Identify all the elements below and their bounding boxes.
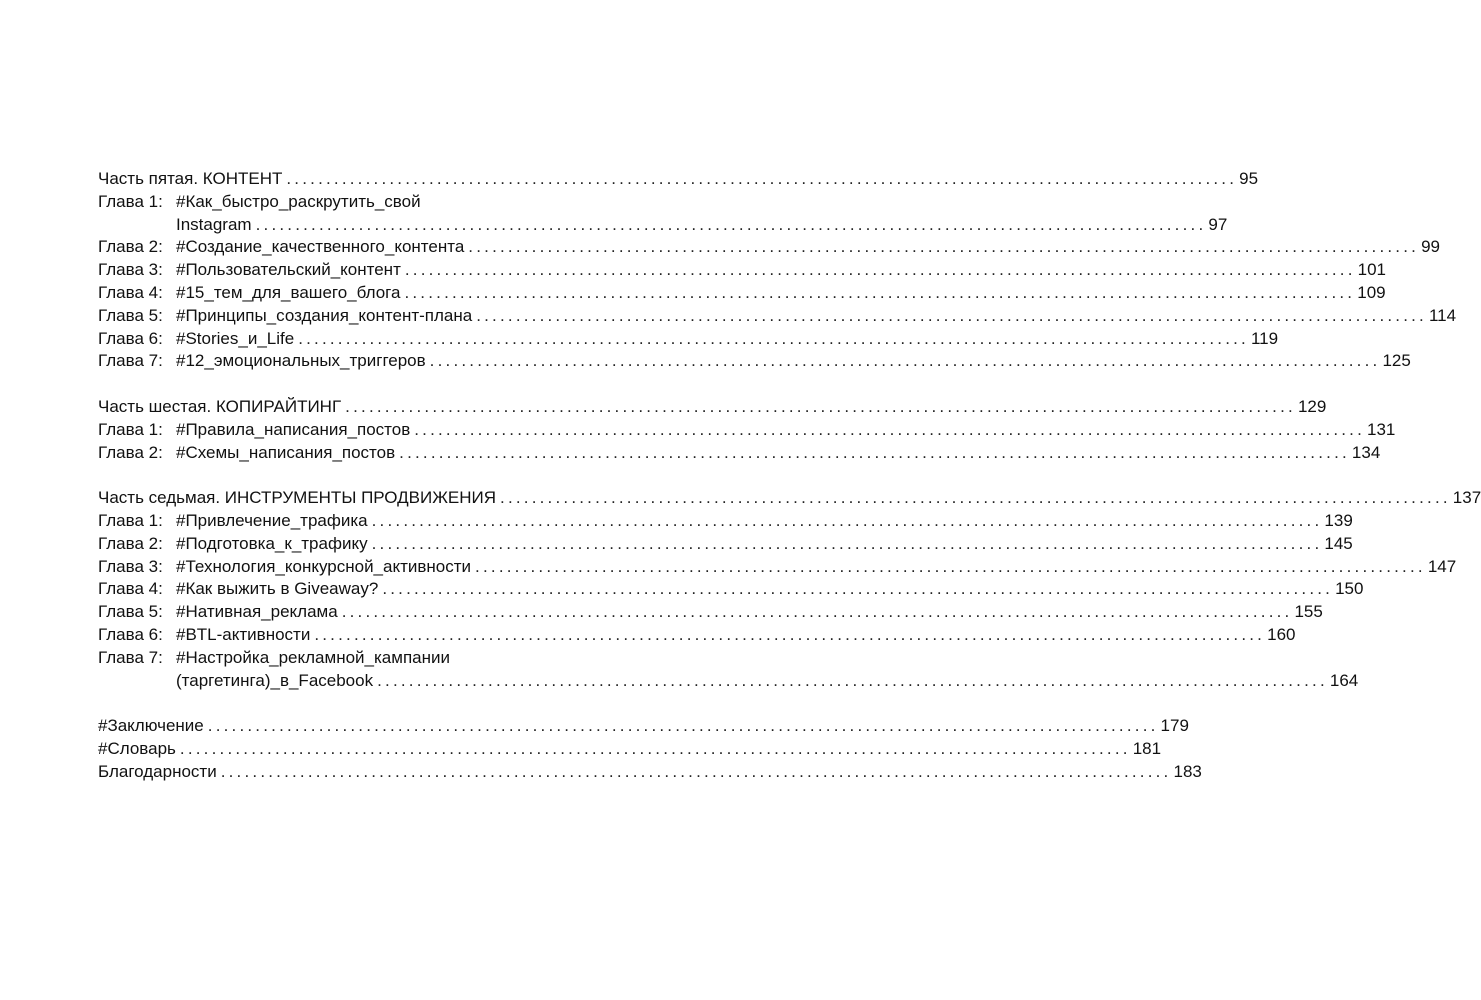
dot-leader: ........................................................................................................................ [377,670,1328,690]
table-of-contents [98,168,1481,784]
chapter-prefix: Глава 6: [98,328,163,348]
toc-chapter-entry [98,556,1457,579]
toc-section-back-matter [98,715,1202,783]
page-number: 137 [1452,488,1481,508]
toc-chapter-entry [98,601,1323,624]
toc-chapter-entry [98,510,1353,533]
chapter-prefix: Глава 7: [98,351,163,371]
page-number: 95 [1239,169,1259,188]
dot-leader: ........................................................................................................................ [345,396,1296,416]
chapter-prefix: Глава 4: [98,282,163,302]
toc-chapter-entry [98,328,1279,351]
page-number: 147 [1427,556,1457,576]
chapter-prefix: Глава 3: [98,260,163,280]
page-number: 181 [1132,738,1162,758]
chapter-title-continuation: Instagram [176,214,252,234]
chapter-title: #Как выжить в Giveaway? [176,579,379,599]
toc-chapter-entry [98,282,1386,305]
dot-leader: ........................................................................................................................ [255,214,1207,234]
page-number: 155 [1294,602,1323,622]
dot-leader: ........................................................................................................................ [220,761,1172,781]
toc-back-matter-entry [98,761,1202,784]
page-number: 131 [1367,419,1396,439]
chapter-title: #Принципы_создания_контент-плана [176,305,473,325]
chapter-title: #Создание_качественного_контента [176,237,465,257]
dot-leader: ........................................................................................................................ [404,282,1356,302]
page-number: 160 [1267,624,1296,644]
dot-leader: ........................................................................................................................ [286,169,1238,188]
entry-title: Благодарности [98,761,217,781]
dot-leader: ........................................................................................................................ [475,556,1426,576]
page-number: 109 [1357,282,1386,302]
dot-leader: ........................................................................................................................ [371,510,1323,530]
dot-leader: ........................................................................................................................ [404,260,1356,280]
page-number: 114 [1428,305,1457,325]
page-number: 183 [1173,761,1202,781]
part-title: Часть пятая. КОНТЕНТ [98,169,283,188]
toc-back-matter-entry [98,738,1162,761]
chapter-prefix: Глава 2: [98,533,163,553]
toc-chapter-entry [98,259,1387,282]
toc-part-entry [98,168,1259,191]
chapter-prefix: Глава 3: [98,556,163,576]
chapter-prefix: Глава 2: [98,442,163,462]
entry-title: #Заключение [98,716,204,736]
page-number: 99 [1421,237,1440,257]
page-number: 97 [1208,214,1228,234]
toc-chapter-entry [98,350,1411,373]
page-number: 164 [1329,670,1359,690]
toc-part-entry [98,396,1327,419]
chapter-title: #Нативная_реклама [176,602,338,622]
dot-leader: ........................................................................................................................ [414,419,1366,439]
dot-leader: ........................................................................................................................ [179,738,1131,758]
toc-chapter-entry [98,647,579,670]
chapter-title: #Схемы_написания_постов [176,442,396,462]
dot-leader: ........................................................................................................................ [476,305,1427,325]
toc-back-matter-entry [98,715,1189,738]
toc-chapter-entry [98,191,579,214]
dot-leader: ........................................................................................................................ [382,579,1334,599]
toc-chapter-entry [98,305,1457,328]
part-title: Часть седьмая. ИНСТРУМЕНТЫ ПРОДВИЖЕНИЯ [98,488,497,508]
toc-section-part-seven [98,487,1481,692]
page-number: 101 [1357,260,1387,280]
chapter-title: #Технология_конкурсной_активности [176,556,472,576]
toc-part-entry [98,487,1481,510]
toc-chapter-entry [98,442,1381,465]
toc-chapter-entry [98,624,1296,647]
dot-leader: ........................................................................................................................ [371,533,1323,553]
dot-leader: ........................................................................................................................ [468,237,1420,257]
chapter-title-continuation: (таргетинга)_в_Facebook [176,670,374,690]
dot-leader: ........................................................................................................................ [429,351,1381,371]
dot-leader: ........................................................................................................................ [298,328,1249,348]
chapter-prefix: Глава 4: [98,579,163,599]
toc-section-part-five [98,168,1457,373]
page-number: 145 [1324,533,1353,553]
page-number: 150 [1335,579,1364,599]
chapter-title: #Привлечение_трафика [176,510,368,530]
toc-chapter-entry [98,236,1440,259]
page-number: 129 [1297,396,1327,416]
toc-section-part-six [98,396,1396,464]
page-number: 134 [1351,442,1381,462]
toc-chapter-entry [98,578,1364,601]
chapter-title: #Stories_и_Life [176,328,295,348]
chapter-prefix: Глава 1: [98,191,163,211]
dot-leader: ........................................................................................................................ [207,716,1159,736]
page-number: 125 [1382,351,1411,371]
entry-title: #Словарь [98,738,176,758]
chapter-prefix: Глава 5: [98,305,163,325]
toc-chapter-entry [98,419,1396,442]
page-number: 179 [1160,716,1189,736]
chapter-title: #Настройка_рекламной_кампании [176,647,450,667]
page-number: 139 [1324,510,1353,530]
chapter-title: #12_эмоциональных_триггеров [176,351,426,371]
chapter-prefix: Глава 7: [98,647,163,667]
chapter-title: #15_тем_для_вашего_блога [176,282,401,302]
toc-chapter-continuation [98,214,1228,237]
toc-chapter-continuation [98,670,1359,693]
chapter-title: #BTL-активности [176,624,311,644]
chapter-title: #Правила_написания_постов [176,419,411,439]
dot-leader: ........................................................................................................................ [500,488,1451,508]
page-number: 119 [1250,328,1279,348]
dot-leader: ........................................................................................................................ [341,602,1293,622]
chapter-prefix: Глава 6: [98,624,163,644]
dot-leader: ........................................................................................................................ [314,624,1266,644]
chapter-prefix: Глава 1: [98,510,163,530]
toc-chapter-entry [98,533,1353,556]
part-title: Часть шестая. КОПИРАЙТИНГ [98,396,342,416]
chapter-prefix: Глава 1: [98,419,163,439]
chapter-title: #Подготовка_к_трафику [176,533,368,553]
chapter-title: #Пользовательский_контент [176,260,401,280]
dot-leader: ........................................................................................................................ [399,442,1350,462]
chapter-title: #Как_быстро_раскрутить_свой [176,191,421,211]
chapter-prefix: Глава 2: [98,237,163,257]
chapter-prefix: Глава 5: [98,602,163,622]
